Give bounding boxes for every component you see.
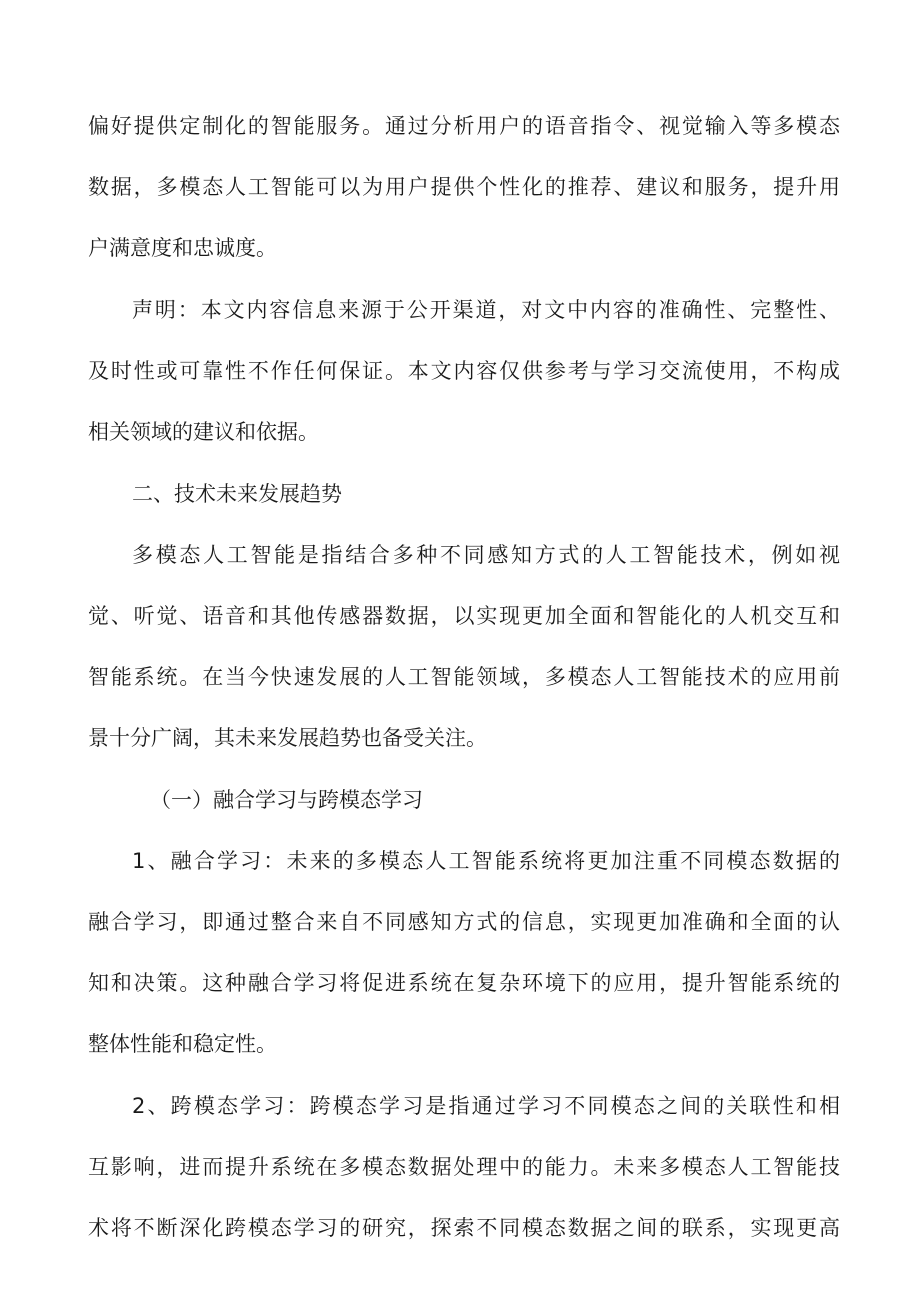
paragraph-line: 融合学习，即通过整合来自不同感知方式的信息，实现更加准确和全面的认 xyxy=(88,910,840,934)
disclaimer-line: 及时性或可靠性不作任何保证。本文内容仅供参考与学习交流使用，不构成 xyxy=(88,359,840,383)
subsection-heading: （一）融合学习与跨模态学习 xyxy=(150,788,423,812)
paragraph-line: 整体性能和稳定性。 xyxy=(88,1032,277,1056)
paragraph-line: 数据，多模态人工智能可以为用户提供个性化的推荐、建议和服务，提升用 xyxy=(88,175,840,199)
section-heading: 二、技术未来发展趋势 xyxy=(132,482,342,506)
disclaimer-line: 相关领域的建议和依据。 xyxy=(88,420,319,444)
paragraph-line: 户满意度和忠诚度。 xyxy=(88,236,277,260)
paragraph-line: 偏好提供定制化的智能服务。通过分析用户的语音指令、视觉输入等多模态 xyxy=(88,114,840,138)
paragraph-line: 智能系统。在当今快速发展的人工智能领域，多模态人工智能技术的应用前 xyxy=(88,665,840,689)
paragraph-line: 1、融合学习：未来的多模态人工智能系统将更加注重不同模态数据的 xyxy=(132,849,840,873)
paragraph-line: 术将不断深化跨模态学习的研究，探索不同模态数据之间的联系，实现更高 xyxy=(88,1216,840,1240)
paragraph-line: 2、跨模态学习：跨模态学习是指通过学习不同模态之间的关联性和相 xyxy=(132,1094,840,1118)
disclaimer-line: 声明：本文内容信息来源于公开渠道，对文中内容的准确性、完整性、 xyxy=(132,298,840,322)
paragraph-line: 觉、听觉、语音和其他传感器数据，以实现更加全面和智能化的人机交互和 xyxy=(88,604,840,628)
paragraph-line: 景十分广阔，其未来发展趋势也备受关注。 xyxy=(88,726,487,750)
paragraph-line: 互影响，进而提升系统在多模态数据处理中的能力。未来多模态人工智能技 xyxy=(88,1155,840,1179)
paragraph-line: 知和决策。这种融合学习将促进系统在复杂环境下的应用，提升智能系统的 xyxy=(88,971,840,995)
paragraph-line: 多模态人工智能是指结合多种不同感知方式的人工智能技术，例如视 xyxy=(132,543,840,567)
